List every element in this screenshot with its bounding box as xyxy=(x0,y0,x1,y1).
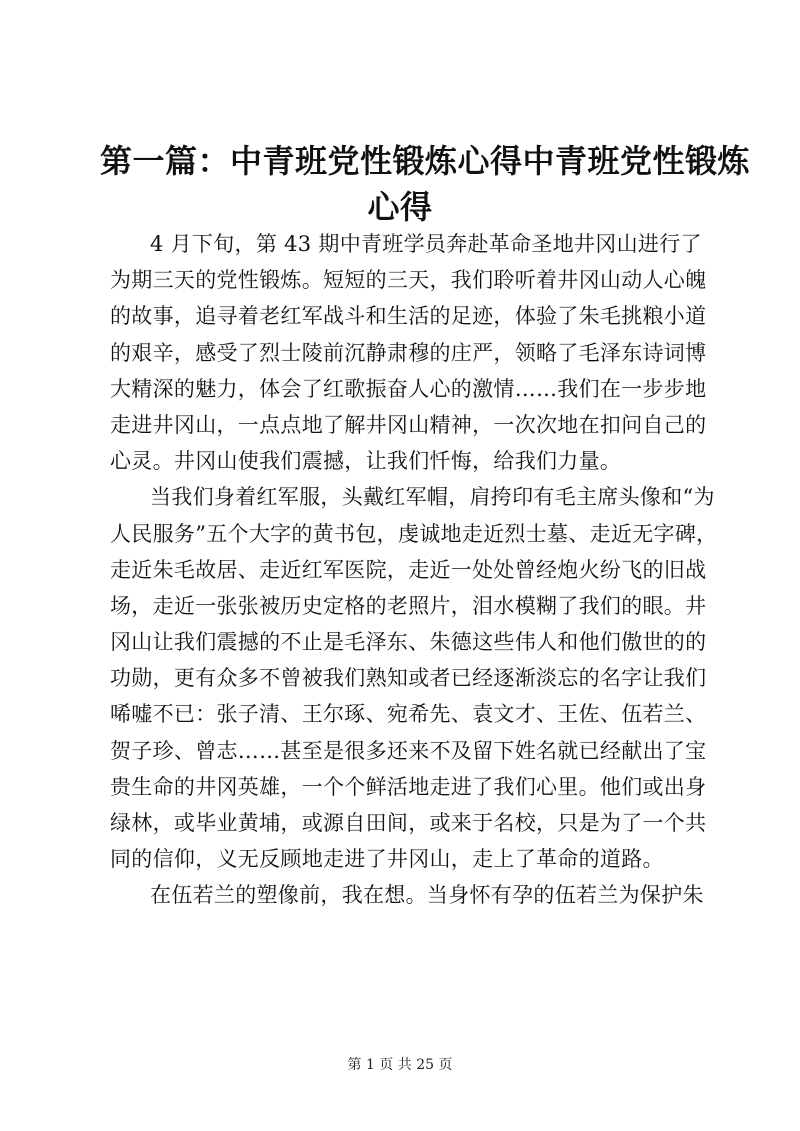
text-line: 4 月下旬，第 43 期中青班学员奔赴革命圣地井冈山进行了 xyxy=(150,232,702,256)
text-line: 为期三天的党性锻炼。短短的三天，我们聆听着井冈山动人心魄 xyxy=(110,268,707,293)
text-line: 走近朱毛故居、走近红军医院，走近一处处曾经炮火纷飞的旧战 xyxy=(110,557,707,582)
page-footer: 第 1 页 共 25 页 xyxy=(347,1057,453,1073)
text-line: 在伍若兰的塑像前，我在想。当身怀有孕的伍若兰为保护朱 xyxy=(150,883,704,908)
text-line: 心灵。井冈山使我们震撼，让我们忏悔，给我们力量。 xyxy=(110,449,622,474)
text-line: 走进井冈山，一点点地了解井冈山精神，一次次地在扣问自己的 xyxy=(110,412,707,437)
text-line: 唏嘘不已：张子清、王尔琢、宛希先、袁文才、王佐、伍若兰、 xyxy=(110,702,707,727)
document-body xyxy=(110,226,718,914)
paragraph xyxy=(110,479,718,877)
document-title xyxy=(100,138,751,230)
text-line: 贺子珍、曾志……甚至是很多还来不及留下姓名就已经献出了宝 xyxy=(110,738,707,763)
text-line: 当我们身着红军服，头戴红军帽，肩挎印有毛主席头像和“为 xyxy=(150,485,715,510)
text-line: 绿林，或毕业黄埔，或源自田间，或来于名校，只是为了一个共 xyxy=(110,811,707,835)
text-line: 场，走近一张张被历史定格的老照片，泪水模糊了我们的眼。井 xyxy=(110,593,707,618)
title-line: 心得 xyxy=(367,188,433,226)
title-line: 第一篇：中青班党性锻炼心得中青班党性锻炼 xyxy=(100,142,751,180)
text-line: 功勋，更有众多不曾被我们熟知或者已经逐渐淡忘的名字让我们 xyxy=(110,666,707,691)
text-line: 的故事，追寻着老红军战斗和生活的足迹，体验了朱毛挑粮小道 xyxy=(110,304,707,329)
text-line: 同的信仰，义无反顾地走进了井冈山，走上了革命的道路。 xyxy=(110,847,664,872)
text-line: 贵生命的井冈英雄，一个个鲜活地走进了我们心里。他们或出身 xyxy=(110,774,707,799)
paragraph xyxy=(110,877,704,913)
text-line: 人民服务”五个大字的黄书包，虔诚地走近烈士墓、走近无字碑， xyxy=(110,521,718,546)
text-line: 大精深的魅力，体会了红歌振奋人心的激情……我们在一步步地 xyxy=(110,376,707,401)
text-line: 的艰辛，感受了烈士陵前沉静肃穆的庄严，领略了毛泽东诗词博 xyxy=(110,340,707,365)
text-line: 冈山让我们震撼的不止是毛泽东、朱德这些伟人和他们傲世的的 xyxy=(110,630,707,655)
paragraph xyxy=(110,226,707,479)
